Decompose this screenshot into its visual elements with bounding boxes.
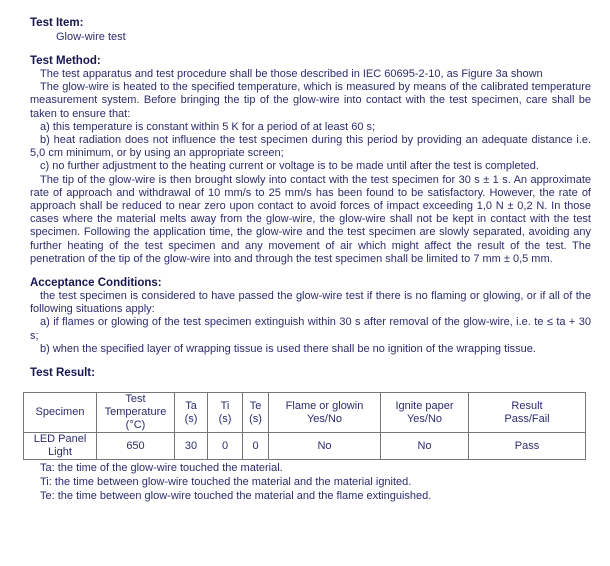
cell-ta: 30 — [175, 433, 208, 460]
header-result: Result Pass/Fail — [469, 393, 586, 433]
header-flame: Flame or glowin Yes/No — [269, 393, 381, 433]
test-method-body — [30, 68, 591, 266]
cell-flame: No — [269, 433, 381, 460]
cell-ti: 0 — [208, 433, 243, 460]
method-paragraph: b) heat radiation does not influence the test specimen during this period by providing an adequate distance i.e. 5,0 cm minimum, or by using an appropriate screen; — [30, 134, 591, 160]
cell-ignite: No — [381, 433, 469, 460]
test-method-heading: Test Method: — [30, 55, 101, 67]
header-specimen: Specimen — [24, 393, 97, 433]
header-ti: Ti (s) — [208, 393, 243, 433]
table-notes — [30, 461, 591, 503]
method-paragraph: c) no further adjustment to the heating current or voltage is to be made until after the test is completed. — [40, 160, 539, 173]
acceptance-paragraph: b) when the specified layer of wrapping tissue is used there shall be no ignition of the wrapping tissue. — [40, 342, 536, 355]
header-ignite: Ignite paper Yes/No — [381, 393, 469, 433]
method-paragraph: The glow-wire is heated to the specified temperature, which is measured by means of the calibrated temperature measurement system. Before bringing the tip of the glow-wire into contact with the test specimen, care shall be taken to ensure that: — [30, 81, 591, 120]
method-paragraph: a) this temperature is constant within 5 K for a period of at least 60 s; — [40, 120, 376, 133]
acceptance-body — [30, 290, 591, 356]
cell-temperature: 650 — [97, 433, 175, 460]
header-ta: Ta (s) — [175, 393, 208, 433]
test-result-heading: Test Result: — [30, 367, 95, 380]
header-te: Te (s) — [243, 393, 269, 433]
acceptance-paragraph: the test specimen is considered to have passed the glow-wire test if there is no flaming or glowing, or if all of the following situations apply: — [30, 290, 591, 316]
method-paragraph: The tip of the glow-wire is then brought slowly into contact with the test specimen for 30 s ± 1 s. An approximate rate of approach and withdrawal of 10 mm/s to 25 mm/s has been found to be satisfactory. However, the rate of approach shall be reduced to near zero upon contact to avoid forces of impact exceeding 1,0 N ± 0,2 N. In those cases where the material melts away from the glow-wire, the glow-wire shall not be kept in contact with the test specimen. Following the application time, the glow-wire and the test specimen are slowly separated, avoiding any further heating of the test specimen and any movement of air which might affect the result of the test. The penetration of the tip of the glow-wire into and through the test specimen shall be limited to 7 mm ± 0,5 mm. — [30, 173, 591, 265]
acceptance-paragraph: a) if flames or glowing of the test specimen extinguish within 30 s after removal of the glow-wire, i.e. te ≤ ta + 30 s; — [30, 316, 591, 342]
note-ta: Ta: the time of the glow-wire touched the material. — [40, 462, 283, 475]
cell-specimen: LED Panel Light — [24, 433, 97, 460]
test-item-value: Glow-wire test — [56, 31, 126, 43]
note-te: Te: the time between glow-wire touched the material and the flame extinguished. — [40, 490, 432, 503]
cell-result: Pass — [469, 433, 586, 460]
acceptance-heading: Acceptance Conditions: — [30, 277, 162, 290]
header-temperature: Test Temperature (°C) — [97, 393, 175, 433]
table-header-row — [24, 393, 586, 433]
method-paragraph: The test apparatus and test procedure shall be those described in IEC 60695-2-10, as Figure 3a shown — [40, 68, 543, 80]
table-row — [24, 433, 586, 460]
note-ti: Ti: the time between glow-wire touched the material and the material ignited. — [40, 476, 412, 489]
test-item-heading: Test Item: — [30, 17, 84, 29]
cell-te: 0 — [243, 433, 269, 460]
test-result-table — [23, 392, 586, 460]
